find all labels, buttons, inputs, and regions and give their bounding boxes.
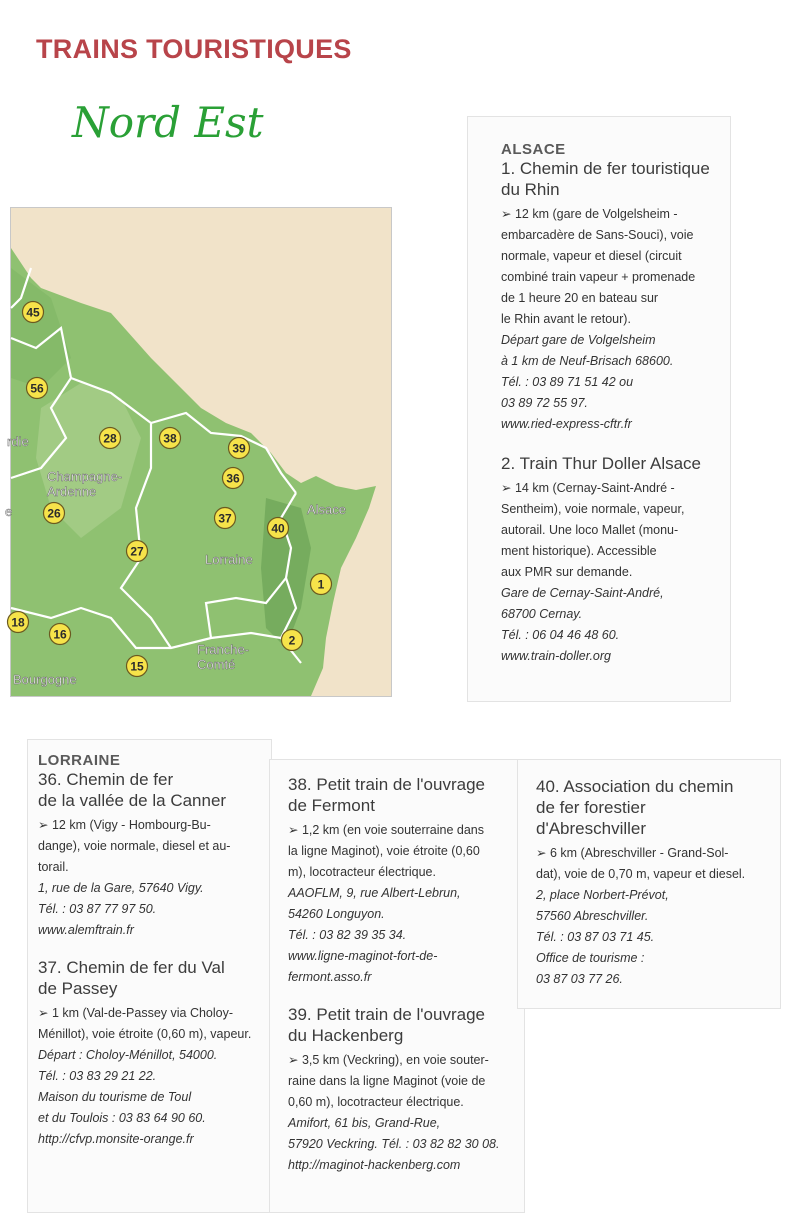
entry	[536, 776, 776, 990]
entry-contact	[38, 1045, 271, 1150]
entry-contact	[38, 878, 271, 941]
contact-line: 57920 Veckring. Tél. : 03 82 82 30 08.	[288, 1137, 500, 1151]
contact-line: AAOFLM, 9, rue Albert-Lebrun,	[288, 886, 461, 900]
entry-description	[288, 1050, 520, 1113]
lorraine-card-1	[28, 740, 271, 1212]
entry-title-line: du Hackenberg	[288, 1026, 404, 1045]
entry	[501, 453, 726, 667]
map-label-franche-comte: Franche-Comté	[197, 642, 250, 672]
contact-line: Office de tourisme :	[536, 951, 645, 965]
entry-contact	[501, 583, 726, 667]
description-line: 0,60 m), locotracteur électrique.	[288, 1095, 464, 1109]
alsace-entries	[501, 158, 726, 667]
contact-line: à 1 km de Neuf-Brisach 68600.	[501, 354, 674, 368]
entry-description	[501, 478, 726, 583]
map-marker-label-38: 38	[163, 431, 177, 446]
region-heading-lorraine: LORRAINE	[38, 752, 121, 769]
entry-title-line: de Passey	[38, 979, 118, 998]
entry-title-line: de fer forestier	[536, 798, 646, 817]
entry-title	[38, 769, 271, 811]
description-line: torail.	[38, 860, 69, 874]
website-link[interactable]: http://cfvp.monsite-orange.fr	[38, 1132, 194, 1146]
map-label-bourgogne: Bourgogne	[13, 672, 77, 687]
contact-line: Tél. : 03 87 77 97 50.	[38, 902, 157, 916]
description-line: le Rhin avant le retour).	[501, 312, 631, 326]
entry	[288, 1004, 520, 1176]
website-link[interactable]: www.ried-express-cftr.fr	[501, 417, 632, 431]
map-marker-label-16: 16	[53, 627, 67, 642]
contact-line: 2, place Norbert-Prévot,	[536, 888, 669, 902]
description-line: ➢ 3,5 km (Veckring), en voie souter-	[288, 1053, 489, 1067]
entry-title-line: 40. Association du chemin	[536, 777, 734, 796]
website-link[interactable]: www.train-doller.org	[501, 649, 611, 663]
description-line: dange), voie normale, diesel et au-	[38, 839, 231, 853]
website-link[interactable]: www.alemftrain.fr	[38, 923, 134, 937]
map-marker-label-26: 26	[47, 506, 61, 521]
entry-title-line: de la vallée de la Canner	[38, 791, 227, 810]
map-label-champagne-ardenne: Champagne-Ardenne	[47, 469, 123, 499]
map-marker-label-37: 37	[218, 511, 232, 526]
contact-line: Tél. : 03 87 03 71 45.	[536, 930, 655, 944]
contact-line: Tél. : 03 83 29 21 22.	[38, 1069, 157, 1083]
map-marker-label-39: 39	[232, 441, 246, 456]
map-marker-label-15: 15	[130, 659, 144, 674]
map-svg	[5, 208, 391, 696]
map-marker-label-18: 18	[11, 615, 25, 630]
description-line: ➢ 6 km (Abreschviller - Grand-Sol-	[536, 846, 729, 860]
entry-title-line: 38. Petit train de l'ouvrage	[288, 775, 485, 794]
region-heading-alsace: ALSACE	[501, 141, 566, 158]
contact-line: 1, rue de la Gare, 57640 Vigy.	[38, 881, 204, 895]
map-marker-label-36: 36	[226, 471, 240, 486]
description-line: ➢ 1 km (Val-de-Passey via Choloy-	[38, 1006, 234, 1020]
map-marker-label-2: 2	[288, 633, 296, 648]
entry-title	[501, 158, 726, 200]
entry-title-line: du Rhin	[501, 180, 560, 199]
alsace-card	[468, 117, 730, 701]
map-label-lorraine: Lorraine	[205, 552, 253, 567]
entry-title-line: 39. Petit train de l'ouvrage	[288, 1005, 485, 1024]
map-marker-label-28: 28	[103, 431, 117, 446]
entry-description	[38, 815, 271, 878]
entry-contact	[536, 885, 776, 990]
entry-title	[38, 957, 271, 999]
entry-contact	[288, 1113, 520, 1176]
map-marker-label-40: 40	[271, 521, 285, 536]
description-line: normale, vapeur et diesel (circuit	[501, 249, 682, 263]
entry-description	[536, 843, 776, 885]
description-line: dat), voie de 0,70 m, vapeur et diesel.	[536, 867, 746, 881]
handwritten-note: Nord Est	[72, 98, 264, 147]
contact-line: 54260 Longuyon.	[288, 907, 385, 921]
entry-title-line: 2. Train Thur Doller Alsace	[501, 454, 701, 473]
lorraine-col-1	[38, 769, 271, 1150]
description-line: ➢ 12 km (Vigy - Hombourg-Bu-	[38, 818, 211, 832]
description-line: raine dans la ligne Maginot (voie de	[288, 1074, 486, 1088]
description-line: Sentheim), voie normale, vapeur,	[501, 502, 685, 516]
map-marker-label-27: 27	[130, 544, 144, 559]
contact-line: 68700 Cernay.	[501, 607, 583, 621]
map-marker-label-1: 1	[317, 577, 325, 592]
website-link[interactable]: http://maginot-hackenberg.com	[288, 1158, 461, 1172]
entry-title-line: d'Abreschviller	[536, 819, 647, 838]
entry-title-line: de Fermont	[288, 796, 375, 815]
entry	[288, 774, 520, 988]
description-line: ➢ 1,2 km (en voie souterraine dans	[288, 823, 484, 837]
contact-line: 57560 Abreschviller.	[536, 909, 649, 923]
contact-line: Maison du tourisme de Toul	[38, 1090, 192, 1104]
contact-line: Départ : Choloy-Ménillot, 54000.	[38, 1048, 218, 1062]
entry-title-line: 36. Chemin de fer	[38, 770, 174, 789]
entry	[501, 158, 726, 435]
contact-line: 03 89 72 55 97.	[501, 396, 588, 410]
region-map	[5, 207, 392, 697]
entry-contact	[288, 883, 520, 988]
entry	[38, 769, 271, 941]
contact-line: Amifort, 61 bis, Grand-Rue,	[288, 1116, 441, 1130]
lorraine-col-3	[536, 776, 776, 990]
contact-line: Départ gare de Volgelsheim	[501, 333, 656, 347]
description-line: autorail. Une loco Mallet (monu-	[501, 523, 679, 537]
contact-line: Tél. : 06 04 46 48 60.	[501, 628, 620, 642]
lorraine-card-3	[518, 760, 780, 1008]
contact-line: et du Toulois : 03 83 64 90 60.	[38, 1111, 206, 1125]
lorraine-col-2	[288, 774, 520, 1176]
map-label-alsace: Alsace	[307, 502, 347, 517]
contact-line: Tél. : 03 89 71 51 42 ou	[501, 375, 634, 389]
entry-description	[501, 204, 726, 330]
lorraine-card-2	[270, 760, 524, 1212]
contact-line: Tél. : 03 82 39 35 34.	[288, 928, 407, 942]
contact-line: fermont.asso.fr	[288, 970, 372, 984]
description-line: m), locotracteur électrique.	[288, 865, 436, 879]
map-label-partial-e: e	[5, 504, 13, 519]
map-marker-label-56: 56	[30, 381, 44, 396]
description-line: la ligne Maginot), voie étroite (0,60	[288, 844, 480, 858]
contact-line: 03 87 03 77 26.	[536, 972, 623, 986]
entry-contact	[501, 330, 726, 435]
entry-title	[501, 453, 726, 474]
entry-title	[536, 776, 776, 839]
description-line: de 1 heure 20 en bateau sur	[501, 291, 659, 305]
description-line: Ménillot), voie étroite (0,60 m), vapeur.	[38, 1027, 252, 1041]
entry-title	[288, 774, 520, 816]
entry	[38, 957, 271, 1150]
contact-line: Gare de Cernay-Saint-André,	[501, 586, 664, 600]
map-marker-label-45: 45	[26, 305, 40, 320]
entry-description	[38, 1003, 271, 1045]
description-line: combiné train vapeur + promenade	[501, 270, 696, 284]
entry-title-line: 37. Chemin de fer du Val	[38, 958, 225, 977]
entry-title-line: 1. Chemin de fer touristique	[501, 159, 710, 178]
map-label-picardie: rdie	[7, 434, 29, 449]
website-link[interactable]: www.ligne-maginot-fort-de-	[288, 949, 438, 963]
entry-description	[288, 820, 520, 883]
description-line: ➢ 14 km (Cernay-Saint-André -	[501, 481, 675, 495]
description-line: ➢ 12 km (gare de Volgelsheim -	[501, 207, 678, 221]
page-title: TRAINS TOURISTIQUES	[36, 34, 352, 64]
entry-title	[288, 1004, 520, 1046]
description-line: embarcadère de Sans-Souci), voie	[501, 228, 694, 242]
description-line: aux PMR sur demande.	[501, 565, 633, 579]
description-line: ment historique). Accessible	[501, 544, 657, 558]
